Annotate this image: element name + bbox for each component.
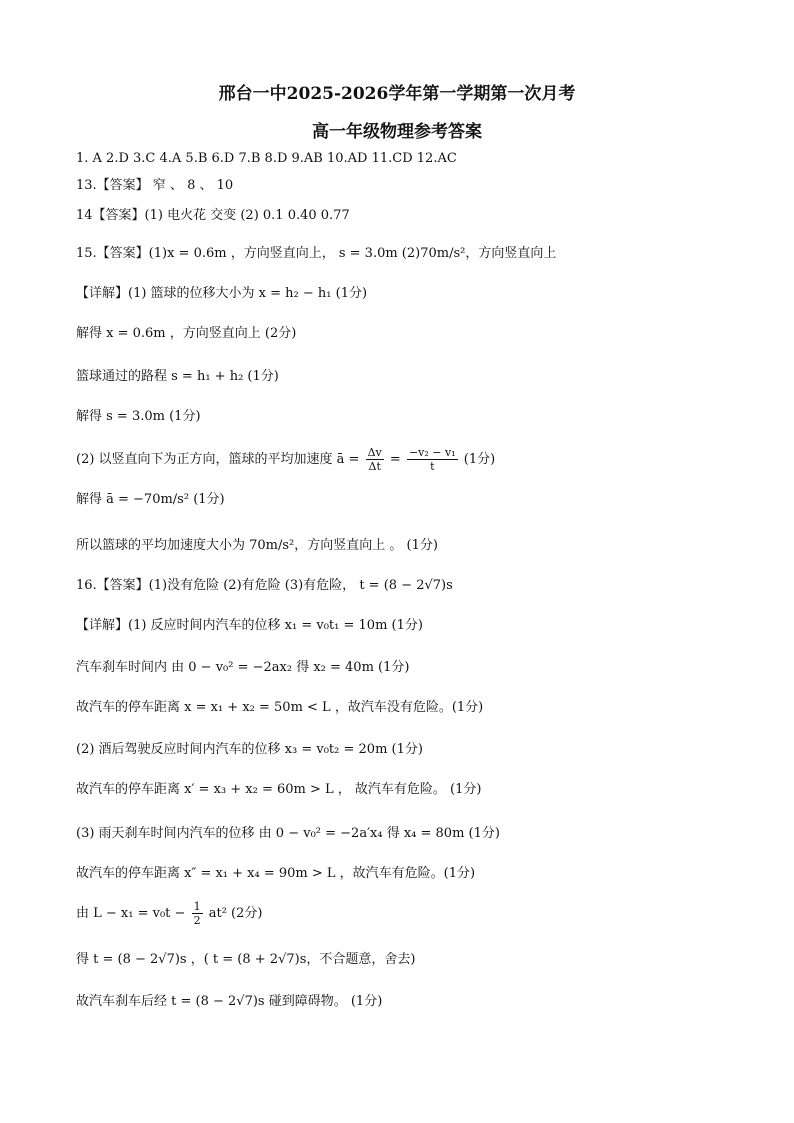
fraction-denominator: Δt bbox=[368, 460, 381, 473]
equals-sign: = bbox=[389, 452, 401, 467]
solution-line-16-8 bbox=[76, 900, 262, 927]
fraction-numerator: 1 bbox=[193, 900, 201, 913]
solution-line-15-6: 解得 ā = −70m/s² (1分) bbox=[76, 492, 225, 507]
solution-line-16-10: 故汽车刹车后经 t = (8 − 2√7)s 碰到障碍物。 (1分) bbox=[76, 994, 383, 1009]
answer-line-16: 16.【答案】(1)没有危险 (2)有危险 (3)有危险， t = (8 − 2√7)s bbox=[76, 578, 453, 593]
score-note: (1分) bbox=[463, 452, 496, 467]
fraction-one-half bbox=[192, 900, 203, 927]
solution-line-16-3: 故汽车的停车距离 x = x₁ + x₂ = 50m < L ，故汽车没有危险。(1分) bbox=[76, 700, 484, 715]
solution-line-16-7: 故汽车的停车距离 x″ = x₁ + x₄ = 90m > L ，故汽车有危险。(1分) bbox=[76, 866, 476, 881]
fraction-numerator: Δv bbox=[367, 446, 382, 459]
equation-tail: at² (2分) bbox=[208, 906, 263, 921]
equation-text: 由 L − x₁ = v₀t − bbox=[76, 906, 186, 921]
fraction-denominator: 2 bbox=[193, 914, 201, 927]
solution-line-15-4: 解得 s = 3.0m (1分) bbox=[76, 409, 201, 424]
answer-line-15: 15.【答案】(1)x = 0.6m ，方向竖直向上， s = 3.0m (2)70m/s²，方向竖直向上 bbox=[76, 246, 557, 261]
acceleration-text: (2) 以竖直向下为正方向，篮球的平均加速度 ā = bbox=[76, 452, 360, 467]
solution-line-15-2: 解得 x = 0.6m ，方向竖直向上 (2分) bbox=[76, 326, 297, 341]
solution-line-16-9: 得 t = (8 − 2√7)s ，( t = (8 + 2√7)s，不合题意，舍去) bbox=[76, 952, 416, 967]
fraction-velocity bbox=[407, 446, 458, 473]
answer-line-1-12: 1. A 2.D 3.C 4.A 5.B 6.D 7.B 8.D 9.AB 10.AD 11.CD 12.AC bbox=[76, 151, 457, 166]
solution-line-16-6: (3) 雨天刹车时间内汽车的位移 由 0 − v₀² = −2a′x₄ 得 x₄ = 80m (1分) bbox=[76, 826, 500, 841]
solution-line-16-5: 故汽车的停车距离 x′ = x₃ + x₂ = 60m > L ， 故汽车有危险。 (1分) bbox=[76, 782, 482, 797]
detail-line-15-1: 【详解】(1) 篮球的位移大小为 x = h₂ − h₁ (1分) bbox=[76, 286, 368, 301]
fraction-dv-dt bbox=[366, 446, 384, 473]
solution-line-15-3: 篮球通过的路程 s = h₁ + h₂ (1分) bbox=[76, 369, 279, 384]
fraction-denominator: t bbox=[430, 460, 435, 473]
solution-line-16-2: 汽车刹车时间内 由 0 − v₀² = −2ax₂ 得 x₂ = 40m (1分) bbox=[76, 660, 410, 675]
document-subtitle: 高一年级物理参考答案 bbox=[312, 122, 482, 142]
answer-line-14: 14【答案】(1) 电火花 交变 (2) 0.1 0.40 0.77 bbox=[76, 208, 350, 223]
document-title: 邢台一中2025-2026学年第一学期第一次月考 bbox=[218, 84, 576, 104]
fraction-numerator: −v₂ − v₁ bbox=[408, 446, 456, 459]
solution-line-15-5 bbox=[76, 446, 495, 473]
solution-line-15-7: 所以篮球的平均加速度大小为 70m/s²，方向竖直向上 。 (1分) bbox=[76, 538, 438, 553]
solution-line-16-4: (2) 酒后驾驶反应时间内汽车的位移 x₃ = v₀t₂ = 20m (1分) bbox=[76, 742, 423, 757]
answer-line-13: 13.【答案】 窄 、 8 、 10 bbox=[76, 178, 234, 193]
detail-line-16-1: 【详解】(1) 反应时间内汽车的位移 x₁ = v₀t₁ = 10m (1分) bbox=[76, 618, 423, 633]
